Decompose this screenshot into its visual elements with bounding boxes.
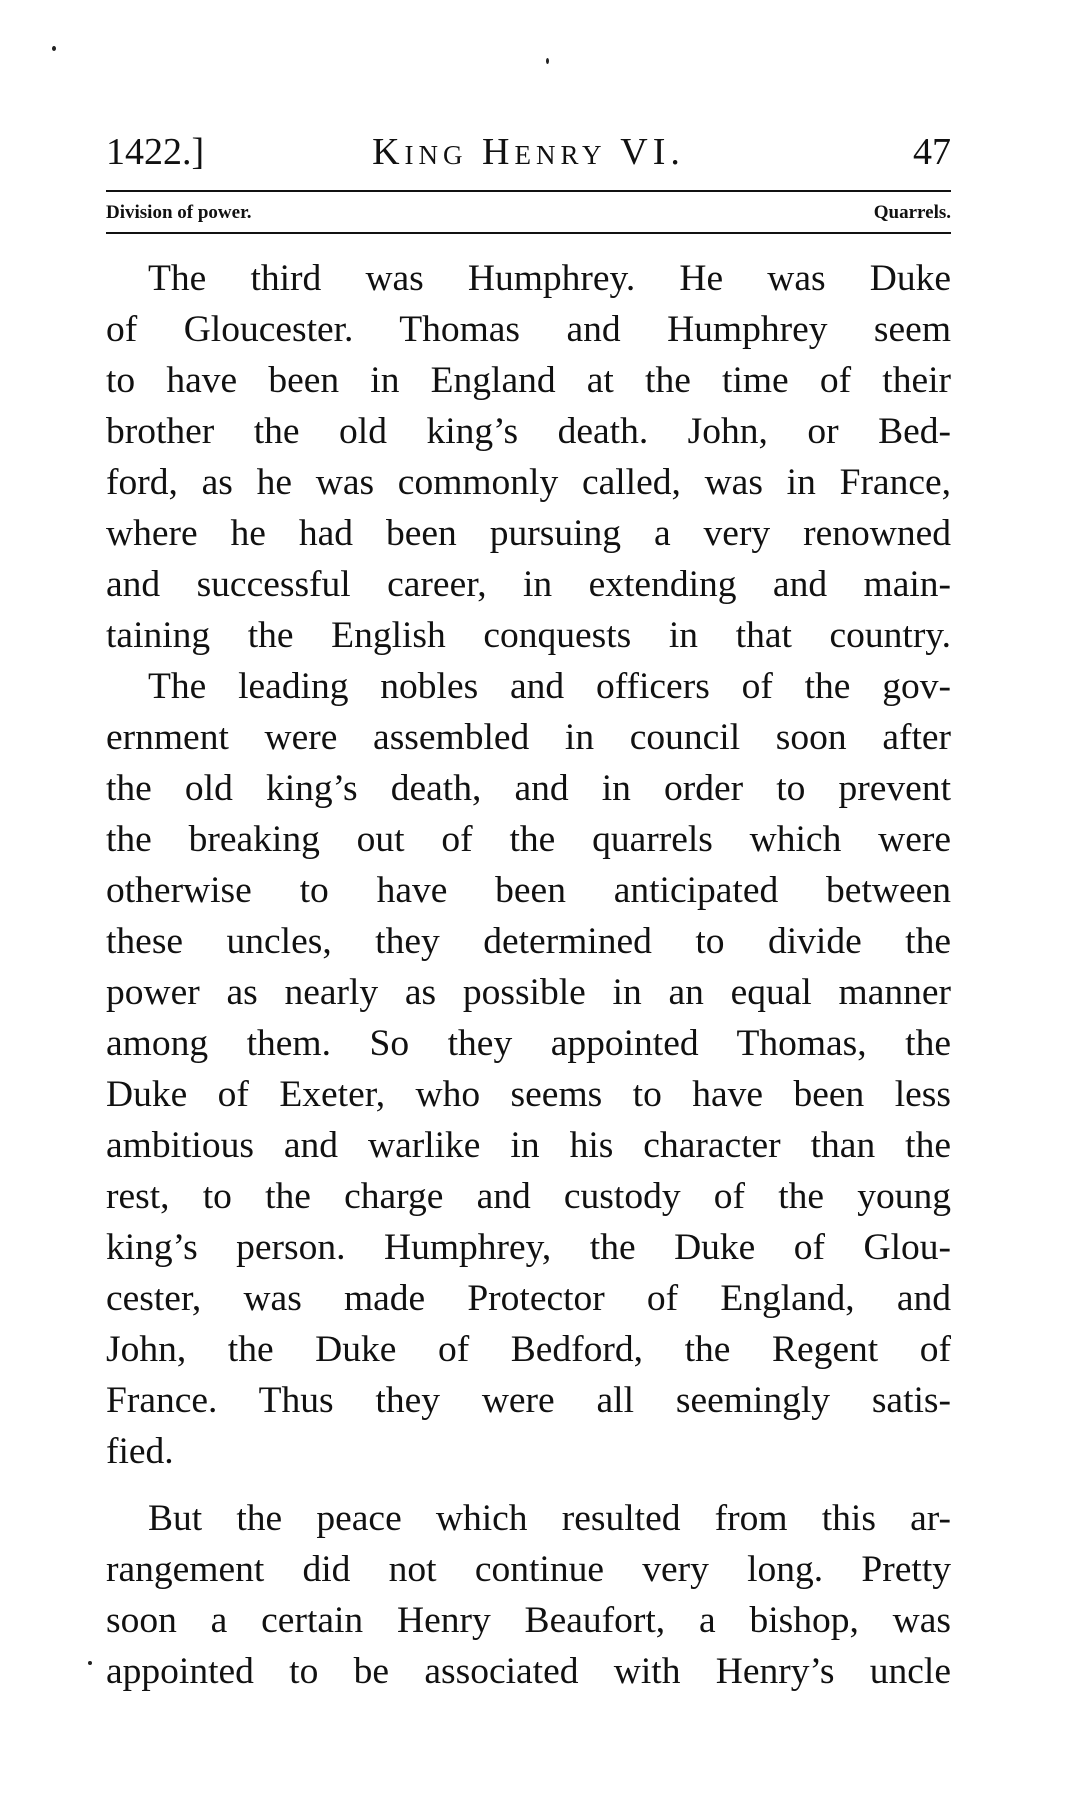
text-line: to have been in England at the time of their (106, 360, 951, 401)
text-line: brother the old king’s death. John, or Bed- (106, 411, 951, 452)
text-line: fied. (106, 1431, 174, 1472)
running-header (106, 128, 951, 176)
text-line: of Gloucester. Thomas and Humphrey seem (106, 309, 951, 350)
text-line: where he had been pursuing a very renowned (106, 513, 951, 554)
header-title: King Henry VI. (372, 131, 685, 173)
ink-speck (546, 58, 549, 64)
page-number: 47 (913, 131, 951, 173)
sidenote-rule (106, 232, 951, 234)
text-line: the old king’s death, and in order to prevent (106, 768, 951, 809)
text-line: ambitious and warlike in his character than the (106, 1125, 951, 1166)
text-line: otherwise to have been anticipated between (106, 870, 951, 911)
text-line: cester, was made Protector of England, and (106, 1278, 951, 1319)
text-line: The leading nobles and officers of the gov- (148, 666, 951, 707)
text-line: appointed to be associated with Henry’s uncle (106, 1651, 951, 1692)
ink-speck (88, 1661, 92, 1665)
header-year: 1422.] (106, 131, 205, 173)
text-line: these uncles, they determined to divide the (106, 921, 951, 962)
text-line: taining the English conquests in that country. (106, 615, 951, 656)
sidenote-right: Quarrels. (873, 202, 951, 223)
text-line: rest, to the charge and custody of the young (106, 1176, 951, 1217)
ink-speck (52, 46, 56, 51)
header-rule (106, 190, 951, 192)
text-line: ernment were assembled in council soon after (106, 717, 951, 758)
sidenote-bar (106, 200, 951, 226)
text-line: and successful career, in extending and main- (106, 564, 951, 605)
text-line: power as nearly as possible in an equal manner (106, 972, 951, 1013)
text-line: rangement did not continue very long. Pretty (106, 1549, 951, 1590)
text-line: The third was Humphrey. He was Duke (148, 258, 951, 299)
text-line: the breaking out of the quarrels which were (106, 819, 951, 860)
text-line: Duke of Exeter, who seems to have been less (106, 1074, 951, 1115)
text-line: king’s person. Humphrey, the Duke of Glou- (106, 1227, 951, 1268)
text-line: John, the Duke of Bedford, the Regent of (106, 1329, 951, 1370)
text-line: But the peace which resulted from this ar- (148, 1498, 951, 1539)
text-line: soon a certain Henry Beaufort, a bishop, was (106, 1600, 951, 1641)
body-text (106, 253, 951, 1697)
text-line: France. Thus they were all seemingly satis- (106, 1380, 951, 1421)
text-line: ford, as he was commonly called, was in France, (106, 462, 951, 503)
paragraph-gap (106, 1477, 951, 1493)
sidenote-left: Division of power. (106, 202, 252, 223)
text-line: among them. So they appointed Thomas, the (106, 1023, 951, 1064)
